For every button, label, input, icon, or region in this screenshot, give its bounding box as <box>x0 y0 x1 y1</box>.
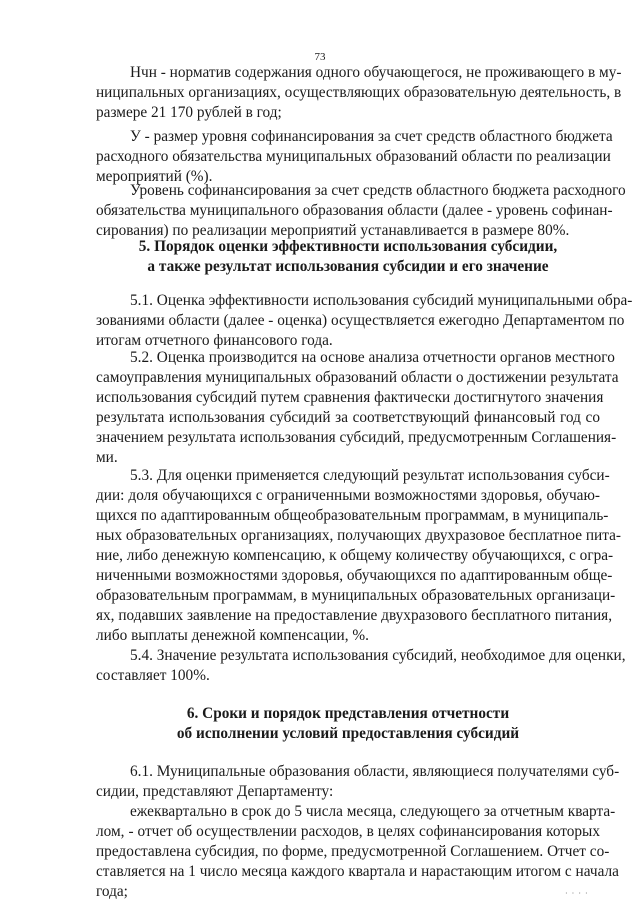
paragraph-line: 5.1. Оценка эффективности использования субсидий муниципальными обра- <box>130 292 633 309</box>
paragraph-line: итогам отчетного финансового года. <box>96 332 333 349</box>
paragraph-line: ставляется на 1 число месяца каждого квартала и нарастающим итогом с начала <box>96 863 619 880</box>
paragraph-line: ниченными возможностями здоровья, обучающихся по адаптированным обще- <box>96 567 613 584</box>
paragraph-line: либо выплаты денежной компенсации, %. <box>96 627 369 644</box>
paragraph-line: 5.3. Для оценки применяется следующий результат использования субси- <box>130 467 610 484</box>
paragraph-line: образовательным программам, в муниципальных образовательных организаци- <box>96 587 616 604</box>
paragraph-line: самоуправления муниципальных образований области о достижении результата <box>96 369 619 386</box>
paragraph-line: ежеквартально в срок до 5 числа месяца, следующего за отчетным кварта- <box>130 803 616 820</box>
paragraph-line: расходного обязательства муниципальных образований области по реализации <box>96 148 611 165</box>
paragraph-line: щихся по адаптированным общеобразовательным программам, в муниципаль- <box>96 507 609 524</box>
paragraph-line: ние, либо денежную компенсацию, к общему количеству обучающихся, с огра- <box>96 547 614 564</box>
paragraph-line: обязательства муниципального образования области (далее - уровень софинан- <box>96 202 613 219</box>
paragraph-line: зованиями области (далее - оценка) осуществляется ежегодно Департаментом по <box>96 312 625 329</box>
section-heading-line: а также результат использования субсидии и его значение <box>147 258 549 275</box>
paragraph-line: 5.2. Оценка производится на основе анализа отчетности органов местного <box>130 349 615 366</box>
paragraph-line: дии: доля обучающихся с ограниченными возможностями здоровья, обучаю- <box>96 487 600 504</box>
paragraph-line: Нчн - норматив содержания одного обучающегося, не проживающего в му- <box>130 64 622 81</box>
section-heading-line: 6. Сроки и порядок представления отчетности <box>186 705 510 722</box>
paragraph-line: лом, - отчет об осуществлении расходов, в целях софинансирования которых <box>96 823 600 840</box>
section-heading-line: об исполнении условий предоставления субсидий <box>176 725 520 742</box>
scan-marks: · · · · <box>565 889 589 898</box>
paragraph-line: использования субсидий путем сравнения фактически достигнутого значения <box>96 389 604 406</box>
paragraph-line: У - размер уровня софинансирования за счет средств областного бюджета <box>130 128 613 145</box>
paragraph-line: составляет 100%. <box>96 667 210 684</box>
paragraph-line: ях, подавших заявление на предоставление двухразового бесплатного питания, <box>96 607 613 624</box>
section-heading-line: 5. Порядок оценки эффективности использования субсидии, <box>138 238 558 255</box>
paragraph-line: ми. <box>96 449 118 466</box>
paragraph-line: ниципальных организациях, осуществляющих образовательную деятельность, в <box>96 84 622 101</box>
paragraph-line: значением результата использования субсидий, предусмотренным Соглашения- <box>96 429 617 446</box>
paragraph-line: сирования) по реализации мероприятий устанавливается в размере 80%. <box>96 222 570 239</box>
paragraph-line: сидии, представляют Департаменту: <box>96 783 334 800</box>
paragraph-line: 6.1. Муниципальные образования области, являющиеся получателями суб- <box>130 763 620 780</box>
paragraph-line: Уровень софинансирования за счет средств областного бюджета расходного <box>130 182 626 199</box>
paragraph-line: мероприятий (%). <box>96 168 213 185</box>
paragraph-line: результата использования субсидий за соответствующий финансовый год со <box>96 409 600 426</box>
paragraph-line: ных образовательных организациях, получающих двухразовое бесплатное пита- <box>96 527 621 544</box>
paragraph-line: 5.4. Значение результата использования субсидий, необходимое для оценки, <box>130 647 626 664</box>
paragraph-line: года; <box>96 883 128 900</box>
page-number: 73 <box>314 51 326 63</box>
paragraph-line: предоставлена субсидия, по форме, предусмотренной Соглашением. Отчет со- <box>96 843 610 860</box>
paragraph-line: размере 21 170 рублей в год; <box>96 104 282 121</box>
